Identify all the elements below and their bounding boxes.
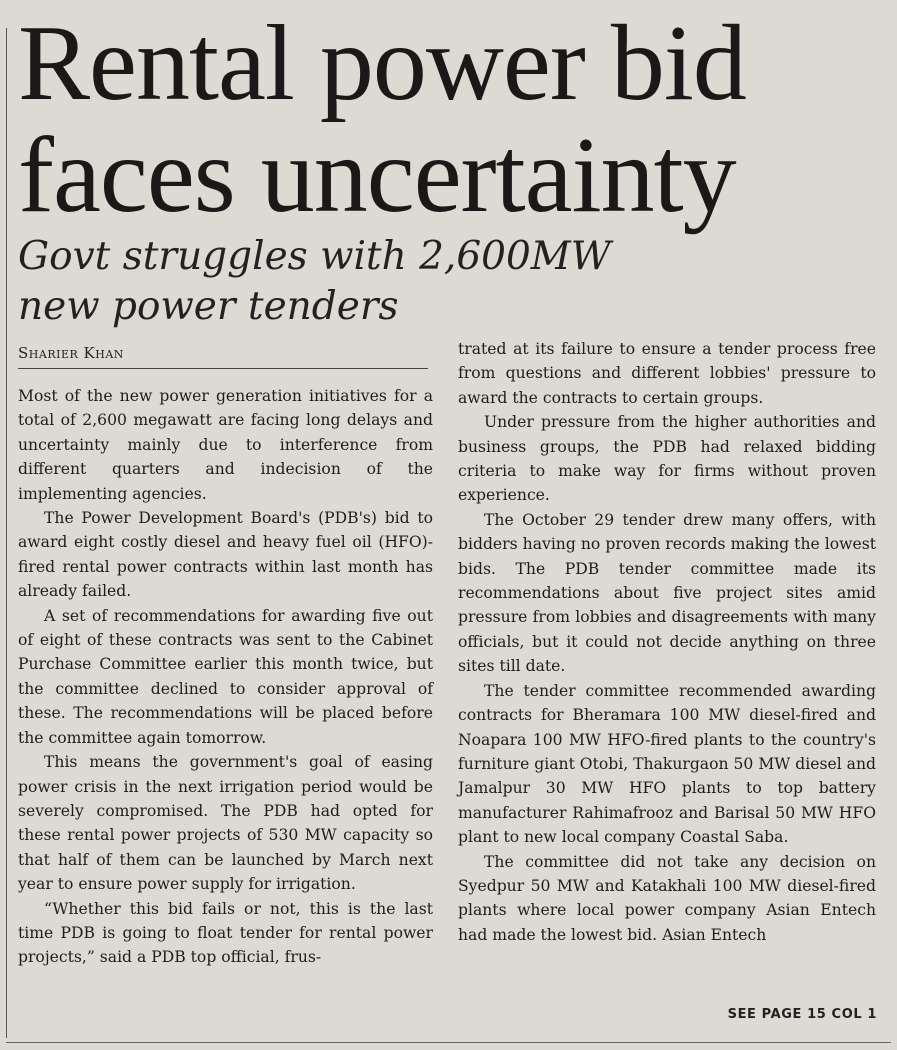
- headline-line-1: Rental power bid: [18, 4, 746, 123]
- paragraph: The committee did not take any decision on Syedpur 50 MW and Katakhali 100 MW diesel-fired plants where local power company Asian Entech had made the lowest bid. Asian Entech: [458, 852, 876, 944]
- column-rule-left: [6, 28, 7, 1038]
- article-column-1: [18, 384, 433, 970]
- subheadline-line-2: new power tenders: [18, 284, 399, 329]
- paragraph: Most of the new power generation initiatives for a total of 2,600 megawatt are facing long delays and uncertainty mainly due to interference from different quarters and indecision of the implementing agencies.: [18, 387, 433, 503]
- headline-line-2: faces uncertainty: [18, 116, 736, 235]
- paragraph: The October 29 tender drew many offers, with bidders having no proven records making the lowest bids. The PDB tender committee made its recommendations about five project sites amid pressure from lobbies and disagreements with many officials, but it could not decide anything on three sites till date.: [458, 510, 876, 676]
- paragraph: Under pressure from the higher authorities and business groups, the PDB had relaxed bidding criteria to make way for firms without proven experience.: [458, 413, 876, 505]
- paragraph: The tender committee recommended awarding contracts for Bheramara 100 MW diesel-fired and Noapara 100 MW HFO-fired plants to the country's furniture giant Otobi, Thakurgaon 50 MW diesel and Jamalpur 30 MW HFO plants to top battery manufacturer Rahimafrooz and Barisal 50 MW HFO plant to new local company Coastal Saba.: [458, 681, 876, 847]
- paragraph: A set of recommendations for awarding five out of eight of these contracts was sent to the Cabinet Purchase Committee earlier this month twice, but the committee declined to consider approval of these. The recommendations will be placed before the committee again tomorrow.: [18, 606, 433, 747]
- subheadline: [18, 232, 638, 332]
- headline: [18, 4, 888, 235]
- continued-on-page-label: SEE PAGE 15 COL 1: [727, 1007, 877, 1022]
- subheadline-line-1: Govt struggles with 2,600MW: [18, 234, 611, 279]
- paragraph: trated at its failure to ensure a tender process free from questions and different lobbies' pressure to award the contracts to certain groups.: [458, 340, 876, 407]
- paragraph: The Power Development Board's (PDB's) bid to award eight costly diesel and heavy fuel oil (HFO)-fired rental power contracts within last month has already failed.: [18, 509, 433, 601]
- paragraph: This means the government's goal of easing power crisis in the next irrigation period would be severely compromised. The PDB had opted for these rental power projects of 530 MW capacity so that half of them can be launched by March next year to ensure power supply for irrigation.: [18, 753, 433, 894]
- bottom-rule: [6, 1042, 891, 1043]
- byline: Sharier Khan: [18, 344, 428, 369]
- paragraph: “Whether this bid fails or not, this is the last time PDB is going to float tender for rental power projects,” said a PDB top official, frus-: [18, 899, 433, 967]
- article-column-2: [458, 337, 876, 947]
